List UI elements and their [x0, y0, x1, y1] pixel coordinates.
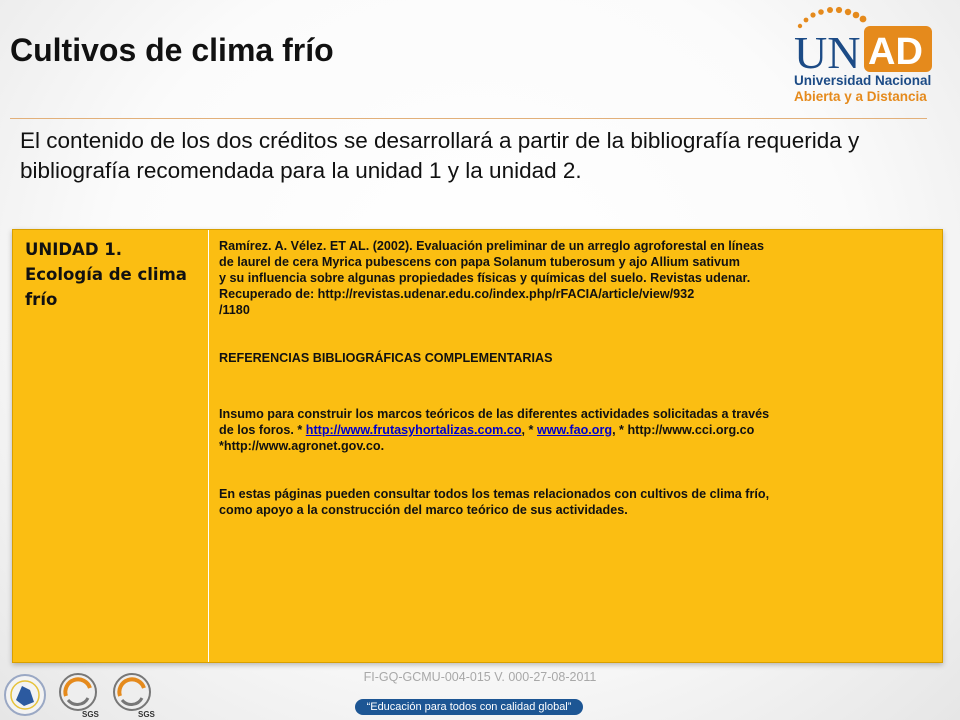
header-divider [10, 118, 927, 119]
reference-line: y su influencia sobre algunas propiedades físicas y químicas del suelo. Revistas udenar. [219, 271, 751, 285]
intro-paragraph: El contenido de los dos créditos se desarrollará a partir de la bibliografía requerida y bibliografía recomendada para la unidad 1 y la unidad 2. [20, 128, 860, 183]
slide-title: Cultivos de clima frío [10, 32, 334, 68]
insumo-links-line [219, 422, 931, 438]
link-separator: , * [521, 423, 537, 437]
insumo-line: Insumo para construir los marcos teóricos de las diferentes actividades solicitadas a través [219, 407, 770, 421]
complementary-heading: REFERENCIAS BIBLIOGRÁFICAS COMPLEMENTARIAS [219, 351, 553, 365]
insumo-suffix: , * http://www.cci.org.co [612, 423, 755, 437]
references-cell [219, 238, 931, 518]
consult-line: En estas páginas pueden consultar todos los temas relacionados con cultivos de clima frío, [219, 487, 770, 501]
slogan-badge: “Educación para todos con calidad global” [355, 699, 583, 715]
quality-seal-icon [56, 672, 100, 714]
certification-seal-icon [2, 672, 48, 718]
insumo-line: *http://www.agronet.gov.co. [219, 439, 385, 453]
consult-line: como apoyo a la construcción del marco teórico de sus actividades. [219, 503, 628, 517]
bibliography-table [12, 229, 943, 663]
logo-university-subtitle: Abierta y a Distancia [794, 89, 927, 104]
reference-line: Ramírez. A. Vélez. ET AL. (2002). Evaluación preliminar de un arreglo agroforestal en líneas [219, 239, 764, 253]
unit-title: UNIDAD 1. Ecología de clima frío [25, 240, 187, 309]
reference-line: /1180 [219, 303, 250, 317]
frutasyhortalizas-link[interactable]: http://www.frutasyhortalizas.com.co [305, 423, 522, 437]
document-code: FI-GQ-GCMU-004-015 V. 000-27-08-2011 [363, 670, 597, 684]
logo-letters-ad: AD [868, 31, 923, 73]
logo-university-name: Universidad Nacional [794, 73, 932, 88]
reference-line: de laurel de cera Myrica pubescens con papa Solanum tuberosum y ajo Allium sativum [219, 255, 740, 269]
insumo-prefix: de los foros. * [219, 423, 306, 437]
seal-label: SGS [82, 710, 99, 719]
seal-label: SGS [138, 710, 155, 719]
column-divider [208, 230, 209, 662]
quality-seal-icon [110, 672, 154, 714]
reference-line: Recuperado de: http://revistas.udenar.edu.co/index.php/rFACIA/article/view/932 [219, 287, 695, 301]
logo-dots-arc [798, 7, 867, 28]
logo-letters-un: UN [794, 27, 861, 78]
fao-link[interactable]: www.fao.org [536, 423, 613, 437]
